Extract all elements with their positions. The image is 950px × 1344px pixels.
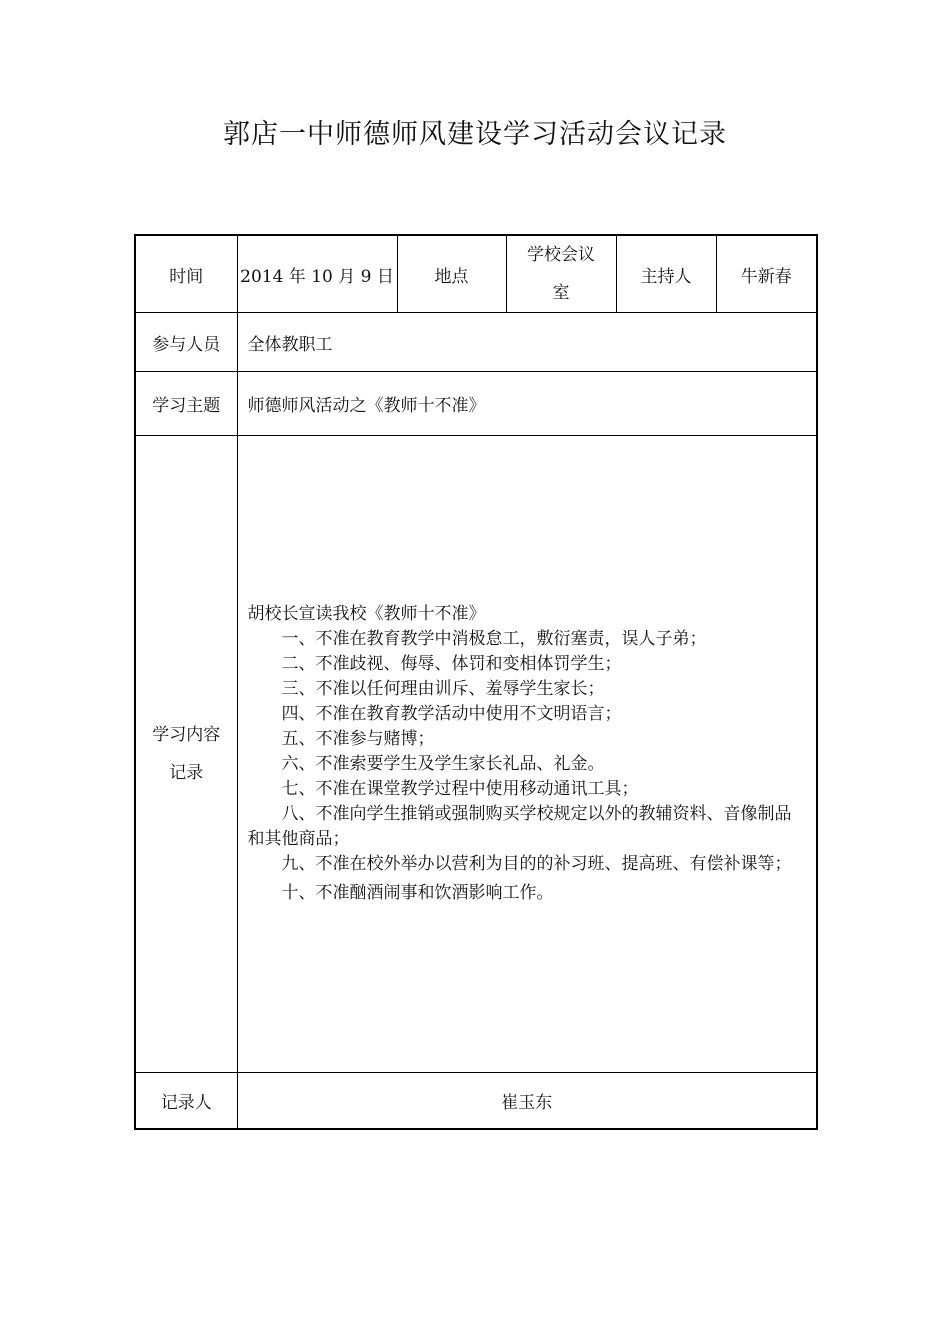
recorder-row — [135, 1073, 817, 1129]
time-value: 2014 年 10 月 9 日 — [237, 235, 397, 313]
content-intro: 胡校长宣读我校《教师十不准》 — [247, 604, 486, 624]
content-body — [237, 436, 817, 1073]
place-value — [506, 235, 616, 313]
rule-item: 六、不准索要学生及学生家长礼品、礼金。 — [281, 754, 605, 774]
place-value-text: 学校会议室 — [527, 245, 595, 303]
topic-value: 师德师风活动之《教师十不准》 — [237, 372, 817, 436]
rule-item: 七、不准在课堂教学过程中使用移动通讯工具； — [281, 779, 639, 799]
rule-item: 三、不准以任何理由训斥、羞辱学生家长； — [281, 679, 605, 699]
host-value: 牛新春 — [716, 235, 817, 313]
info-row — [135, 235, 817, 313]
content-label — [135, 436, 237, 1073]
participants-row — [135, 313, 817, 372]
place-label: 地点 — [397, 235, 506, 313]
participants-label: 参与人员 — [135, 313, 237, 372]
rule-item: 十、不准酗酒闹事和饮酒影响工作。 — [281, 883, 554, 903]
page-title: 郭店一中师德师风建设学习活动会议记录 — [223, 119, 727, 150]
rule-item: 四、不准在教育教学活动中使用不文明语言； — [281, 704, 622, 724]
content-label-text: 学习内容记录 — [152, 725, 221, 783]
rule-item: 八、不准向学生推销或强制购买学校规定以外的教辅资料、音像制品和其他商品； — [247, 804, 792, 849]
rule-item: 一、不准在教育教学中消极怠工，敷衍塞责，误人子弟； — [281, 629, 707, 649]
recorder-label: 记录人 — [135, 1073, 237, 1129]
rule-item: 五、不准参与赌博； — [281, 729, 435, 749]
meeting-record-table — [134, 234, 818, 1130]
time-label: 时间 — [135, 235, 237, 313]
recorder-value: 崔玉东 — [237, 1073, 817, 1129]
topic-label: 学习主题 — [135, 372, 237, 436]
content-row — [135, 436, 817, 1073]
host-label: 主持人 — [616, 235, 716, 313]
rule-item: 二、不准歧视、侮辱、体罚和变相体罚学生； — [281, 654, 622, 674]
rule-item: 九、不准在校外举办以营利为目的的补习班、提高班、有偿补课等； — [281, 854, 792, 874]
participants-value: 全体教职工 — [237, 313, 817, 372]
topic-row — [135, 372, 817, 436]
